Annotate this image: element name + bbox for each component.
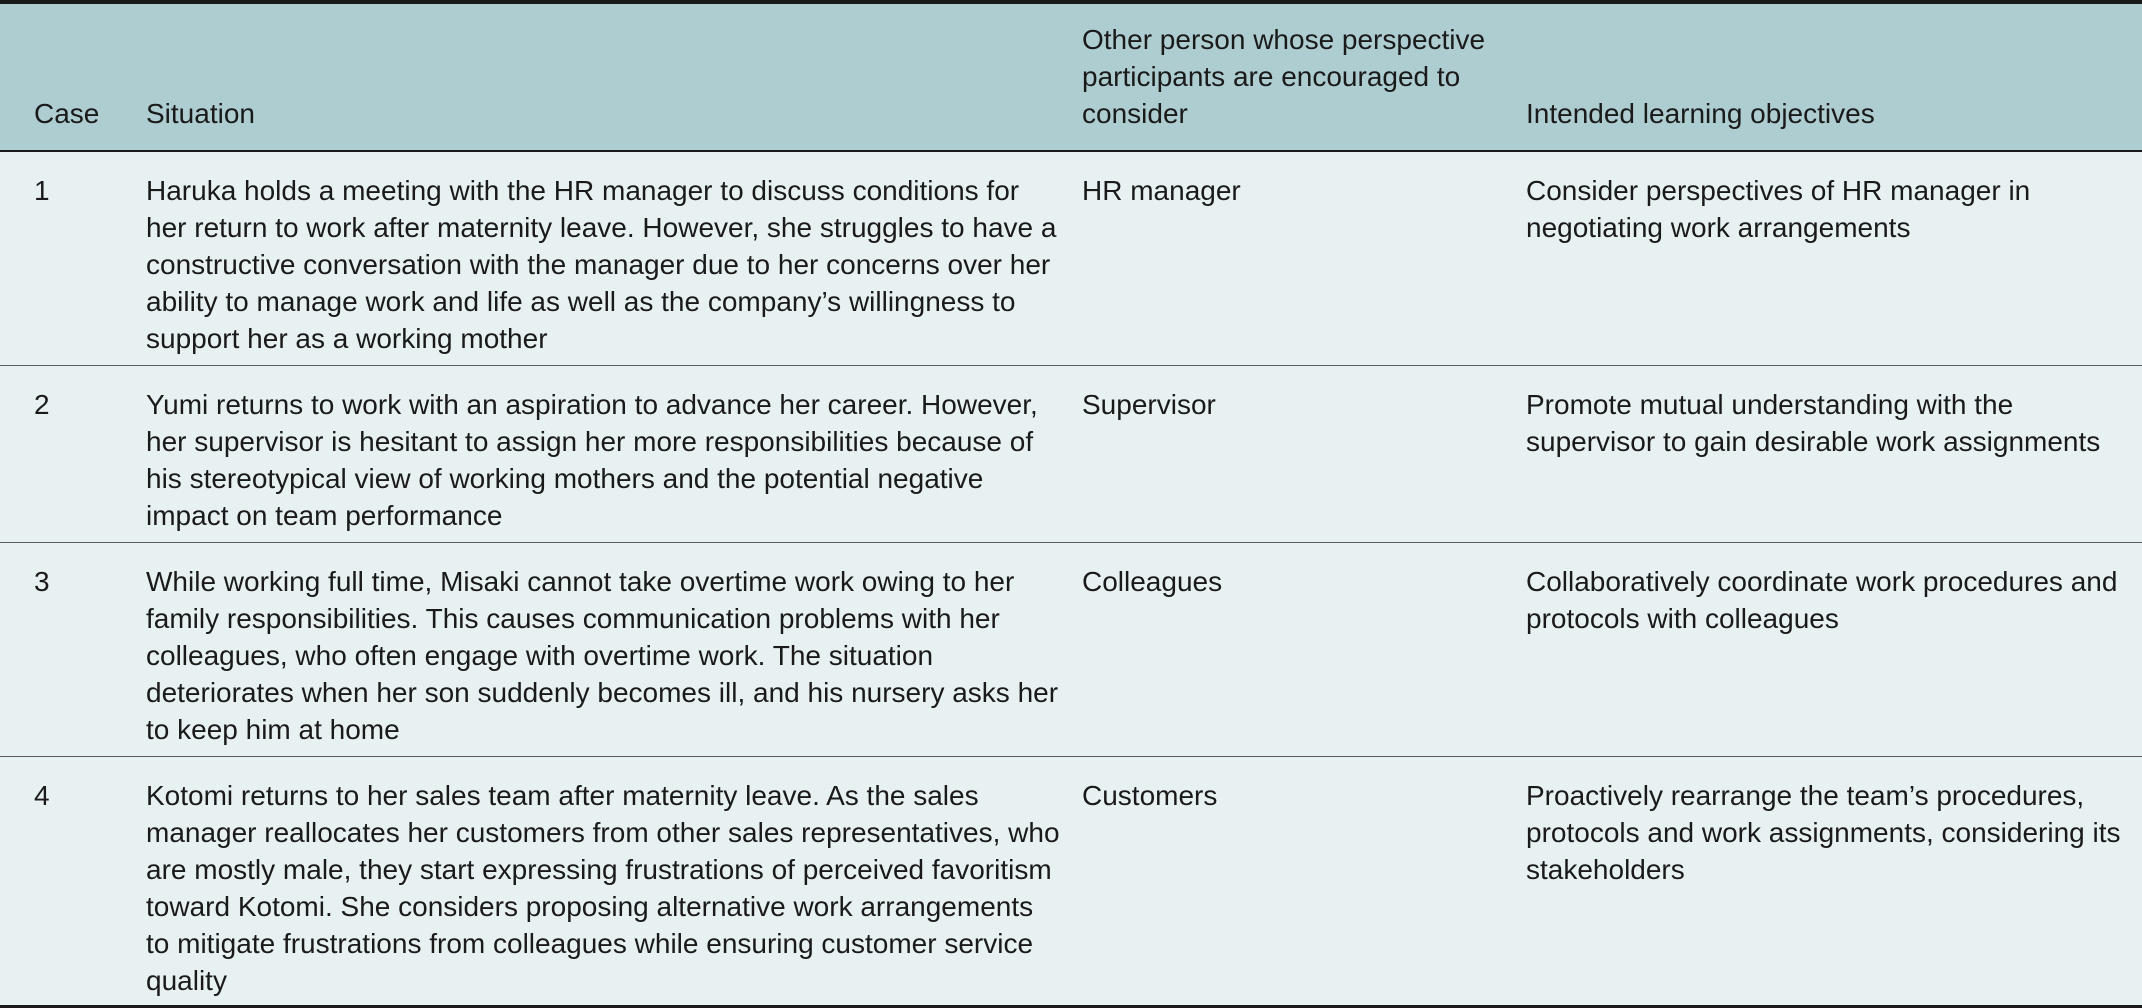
table-row xyxy=(0,151,2142,366)
cell-other-person: Customers xyxy=(1082,780,1218,811)
cell-situation: While working full time, Misaki cannot take overtime work owing to her family responsibilities. This causes communication problems with her colleagues, who often engage with overtime work. The situation deteriorates when her son suddenly becomes ill, and his nursery asks her to keep him at home xyxy=(146,543,1082,757)
table-body xyxy=(0,151,2142,1007)
header-row xyxy=(0,4,2142,151)
cell-case: 3 xyxy=(0,543,146,757)
cell-objectives: Promote mutual understanding with the supervisor to gain desirable work assignments xyxy=(1526,366,2142,543)
cell-other-person: Colleagues xyxy=(1082,543,1526,757)
table-header xyxy=(0,4,2142,151)
cell-objectives: Proactively rearrange the team’s procedures, protocols and work assignments, considering its stakeholders xyxy=(1526,780,2121,885)
cell-case: 4 xyxy=(34,780,50,811)
cell-objectives: Collaboratively coordinate work procedures and protocols with colleagues xyxy=(1526,543,2142,757)
table-row xyxy=(0,366,2142,543)
cell-situation: Kotomi returns to her sales team after maternity leave. As the sales manager reallocates her customers from other sales representatives, who are mostly male, they start expressing frustrations of perceived favoritism toward Kotomi. She considers proposing alternative work arrangements to mitigate frustrations from colleagues while ensuring customer service quality xyxy=(146,780,1060,996)
cell-other-person: Supervisor xyxy=(1082,366,1526,543)
table-row xyxy=(0,757,2142,1008)
header-situation: Situation xyxy=(146,4,1082,151)
cell-case: 1 xyxy=(0,151,146,366)
cell-situation: Haruka holds a meeting with the HR manager to discuss conditions for her return to work after maternity leave. However, she struggles to have a constructive conversation with the manager due to her concerns over her ability to manage work and life as well as the company’s willingness to support her as a working mother xyxy=(146,151,1082,366)
cell-situation: Yumi returns to work with an aspiration to advance her career. However, her supervisor is hesitant to assign her more responsibilities because of his stereotypical view of working mothers and the potential negative impact on team performance xyxy=(146,366,1082,543)
table-row xyxy=(0,543,2142,757)
header-other-person: Other person whose perspective participants are encouraged to consider xyxy=(1082,4,1526,151)
table xyxy=(0,4,2142,1007)
header-objectives: Intended learning objectives xyxy=(1526,4,2142,151)
cell-case: 2 xyxy=(0,366,146,543)
cell-objectives: Consider perspectives of HR manager in negotiating work arrangements xyxy=(1526,151,2142,366)
header-case: Case xyxy=(0,4,146,151)
cell-other-person: HR manager xyxy=(1082,151,1526,366)
